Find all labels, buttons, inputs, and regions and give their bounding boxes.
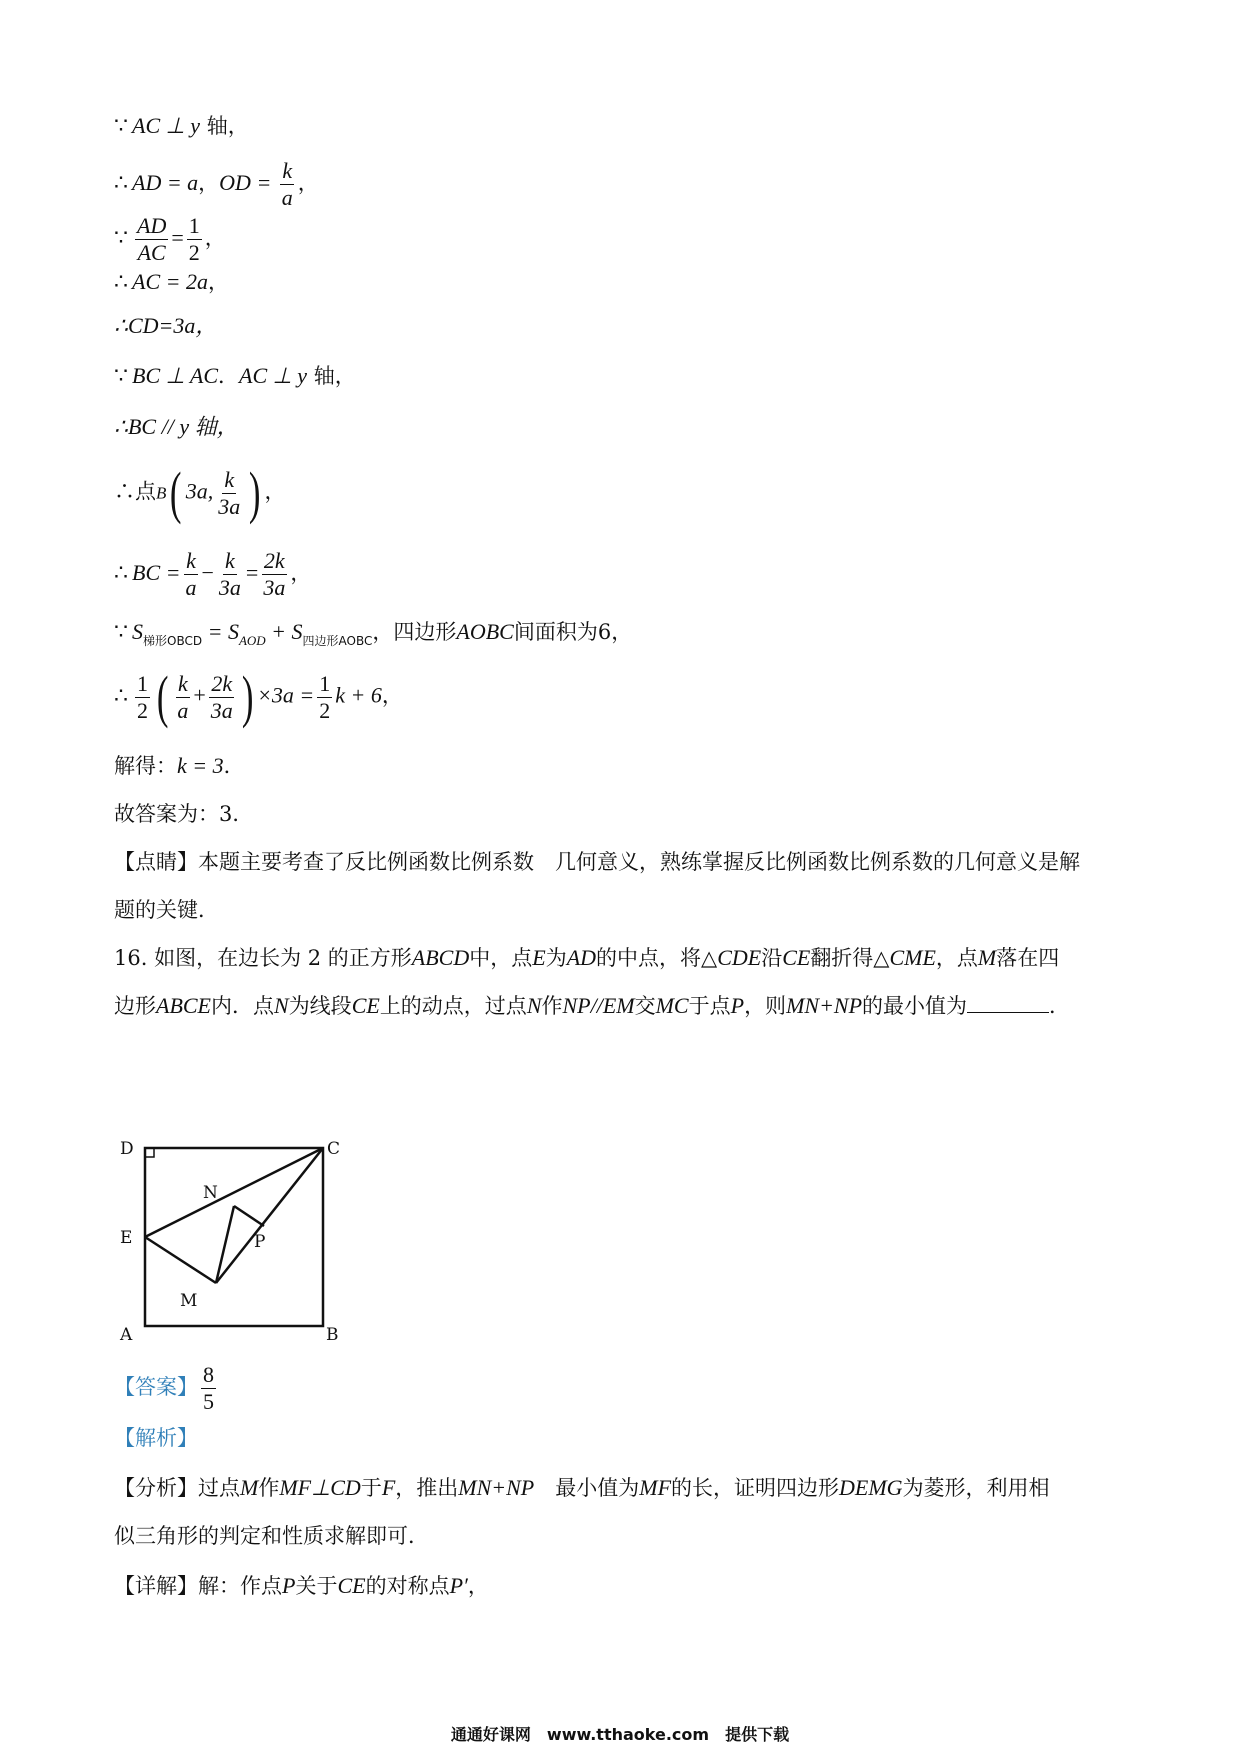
math: AC ⊥ y bbox=[132, 113, 201, 138]
line-1 bbox=[114, 112, 249, 141]
right-angle-marker bbox=[145, 1148, 154, 1157]
because-symbol: ∵ bbox=[114, 620, 128, 645]
because-symbol: ∵ bbox=[114, 226, 128, 251]
fraction: $\frac{k}{3a}$ bbox=[218, 548, 241, 600]
answer-fraction: $\frac{8}{5}$ bbox=[203, 1362, 214, 1414]
because-symbol: ∵ bbox=[114, 114, 128, 139]
label-a: A bbox=[120, 1325, 133, 1345]
label-b: B bbox=[326, 1325, 339, 1345]
key-point-line-2: 题的关键． bbox=[114, 898, 219, 922]
line-13: 故答案为：3． bbox=[114, 802, 254, 826]
analysis-line-1: 【分析】过点M作MF⊥CD于F，推出MN+NP 最小值为MF的长，证明四边形DEMG为菱形，利用相 bbox=[114, 1475, 1050, 1500]
text: ∴点 bbox=[114, 479, 156, 504]
analysis-line-2: 似三角形的判定和性质求解即可． bbox=[114, 1524, 429, 1548]
line-3: ∵ $\frac{AD}{AC}$ = $\frac{1}{2}$ ， bbox=[114, 213, 226, 265]
fraction: $\frac{k}{a}$ bbox=[281, 158, 293, 210]
line-12: 解得：k = 3． bbox=[114, 753, 245, 778]
math: ∴BC // y 轴， bbox=[114, 414, 239, 439]
math: ∴CD=3a， bbox=[114, 313, 218, 338]
line-2: ∴ AD = a，OD = $\frac{k}{a}$ ， bbox=[114, 158, 319, 210]
fraction: $\frac{k}{a}$ bbox=[177, 670, 189, 723]
fraction: $\frac{1}{2}$ bbox=[137, 670, 148, 723]
fraction: $\frac{AD}{AC}$ bbox=[137, 213, 167, 265]
math: OD = bbox=[219, 170, 277, 195]
fraction: $\frac{2k}{3a}$ bbox=[210, 670, 233, 723]
because-symbol: ∵ bbox=[114, 364, 128, 389]
math: BC = bbox=[132, 560, 181, 585]
label-m: M bbox=[180, 1291, 198, 1311]
math: AC = 2a bbox=[132, 269, 208, 294]
problem-16-line-2: 边形ABCE内．点N为线段CE上的动点，过点N作NP//EM交MC于点P，则MN+NP的最小值为 ． bbox=[114, 993, 1071, 1018]
line-9: ∴ BC = $\frac{k}{a}$ − $\frac{k}{3a}$ = $\frac{2k}{3a}$ ， bbox=[114, 548, 312, 600]
line-5 bbox=[114, 312, 217, 340]
therefore-symbol: ∴ bbox=[114, 270, 128, 295]
answer-blank bbox=[967, 992, 1049, 1013]
text: 轴， bbox=[200, 114, 249, 138]
math: 3a, bbox=[185, 478, 214, 504]
fraction: $\frac{2k}{3a}$ bbox=[263, 548, 286, 600]
answer-line bbox=[114, 1362, 219, 1415]
therefore-symbol: ∴ bbox=[114, 561, 128, 586]
segment-np bbox=[234, 1206, 264, 1226]
analysis-tag-line bbox=[114, 1424, 198, 1452]
answer-tag: 【答案】 bbox=[114, 1375, 198, 1399]
line-8: ∴点B( 3a, $\frac{k}{3a}$ ) ， bbox=[114, 460, 286, 525]
therefore-symbol: ∴ bbox=[114, 171, 128, 196]
math: BC ⊥ AC bbox=[132, 363, 218, 388]
label-d: D bbox=[120, 1140, 134, 1159]
segment-ce bbox=[145, 1148, 323, 1237]
segment-em bbox=[145, 1237, 216, 1283]
fraction: $\frac{k}{a}$ bbox=[185, 548, 197, 600]
problem-16-line-1: 16. 如图，在边长为 2 的正方形ABCD中，点E为AD的中点，将△CDE沿CE翻折得△CME，点M落在四 bbox=[114, 945, 1060, 970]
geometry-figure bbox=[108, 1140, 368, 1350]
label-e: E bbox=[120, 1228, 133, 1248]
line-11: ∴ $\frac{1}{2}$ ( $\frac{k}{a}$ + $\frac{2k}{3a}$ ) ×3a = $\frac{1}{2}$ k + 6， bbox=[114, 664, 403, 729]
line-6: ∵ BC ⊥ AC．AC ⊥ y 轴， bbox=[114, 363, 356, 389]
therefore-symbol: ∴ bbox=[114, 683, 128, 709]
line-4: ∴ AC = 2a， bbox=[114, 269, 229, 295]
label-p: P bbox=[254, 1232, 266, 1252]
label-c: C bbox=[327, 1140, 341, 1159]
math: AC ⊥ y bbox=[239, 363, 308, 388]
key-point-line: 【点睛】本题主要考查了反比例函数比例系数 几何意义，熟练掌握反比例函数比例系数的几何意义是解 bbox=[114, 850, 1080, 874]
analysis-tag: 【解析】 bbox=[114, 1426, 198, 1450]
line-7 bbox=[114, 413, 239, 441]
square-abcd bbox=[145, 1148, 323, 1326]
fraction: $\frac{1}{2}$ bbox=[188, 213, 200, 265]
label-n: N bbox=[203, 1183, 218, 1203]
fraction: $\frac{k}{3a}$ bbox=[218, 466, 241, 519]
math: AD = a bbox=[132, 170, 199, 195]
math: B bbox=[156, 483, 167, 503]
fraction: $\frac{1}{2}$ bbox=[319, 670, 331, 723]
line-10: ∵ $S_{梯形OBCD} = S_{AOD} + S_{四边形AOBC}$，四边形AOBC间面积为6， bbox=[114, 619, 633, 648]
detail-line: 【详解】解：作点P关于CE的对称点P′， bbox=[114, 1573, 489, 1598]
footer-watermark: 通通好课网 www.tthaoke.com 提供下载 bbox=[450, 1725, 790, 1744]
